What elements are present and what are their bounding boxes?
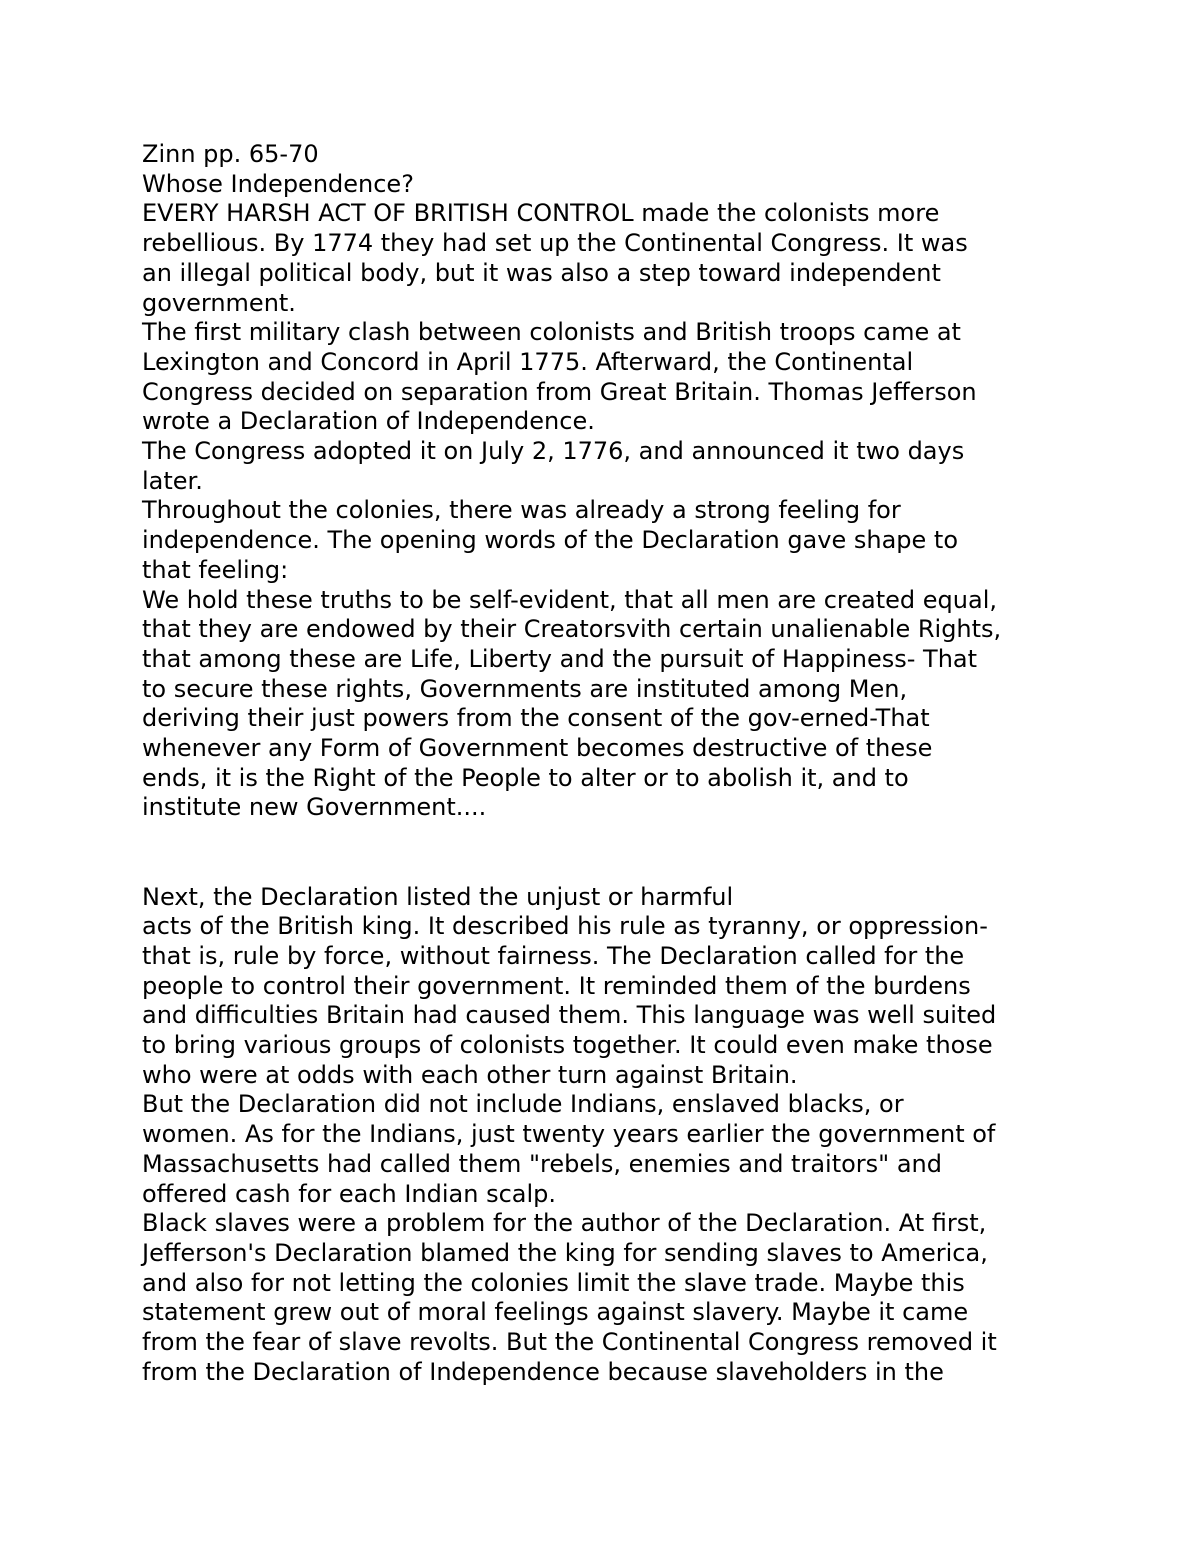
paragraph: The Congress adopted it on July 2, 1776, and announced it two days later. (142, 437, 965, 495)
paragraph: Next, the Declaration listed the unjust or harmful acts of the British king. It described his rule as tyranny, or oppression- that is, rule by force, without fairness. The Declaration called for the people to control their government. It reminded them of the burdens and difficulties Britain had caused them. This language was well suited to bring various groups of colonists together. It could even make those who were at odds with each other turn against Britain. (142, 882, 997, 1089)
paragraph: But the Declaration did not include Indians, enslaved blacks, or women. As for the Indians, just twenty years earlier the government of Massachusetts had called them "rebels, enemies and traitors" and offered cash for each Indian scalp. (142, 1090, 996, 1208)
paragraph: Black slaves were a problem for the author of the Declaration. At first, Jefferson's Declaration blamed the king for sending slaves to America, and also for not letting the colonies limit the slave trade. Maybe this statement grew out of moral feelings against slavery. Maybe it came from the fear of slave revolts. But the Continental Congress removed it from the Declaration of Independence because slaveholders in the (142, 1209, 997, 1386)
declaration-quote: We hold these truths to be self-evident, that all men are created equal, that they are endowed by their Creatorsvith certain unalienable Rights, that among these are Life, Liberty and the pursuit of Happiness- That to secure these rights, Governments are instituted among Men, deriving their just powers from the consent of the gov-erned-That whenever any Form of Government becomes destructive of these ends, it is the Right of the People to alter or to abolish it, and to institute new Government.... (142, 585, 1002, 822)
blank-space (142, 823, 1082, 882)
paragraph: Throughout the colonies, there was already a strong feeling for independence. The opening words of the Declaration gave shape to that feeling: (142, 496, 958, 584)
document-page (142, 140, 1082, 1388)
paragraph: EVERY HARSH ACT OF BRITISH CONTROL made the colonists more rebellious. By 1774 they had set up the Continental Congress. It was an illegal political body, but it was also a step toward independent government. (142, 199, 968, 317)
document-title: Whose Independence? (142, 169, 414, 198)
header-line: Zinn pp. 65-70 (142, 140, 319, 168)
paragraph: The first military clash between colonists and British troops came at Lexington and Concord in April 1775. Afterward, the Continental Congress decided on separation from Great Britain. Thomas Jefferson wrote a Declaration of Independence. (142, 318, 977, 436)
